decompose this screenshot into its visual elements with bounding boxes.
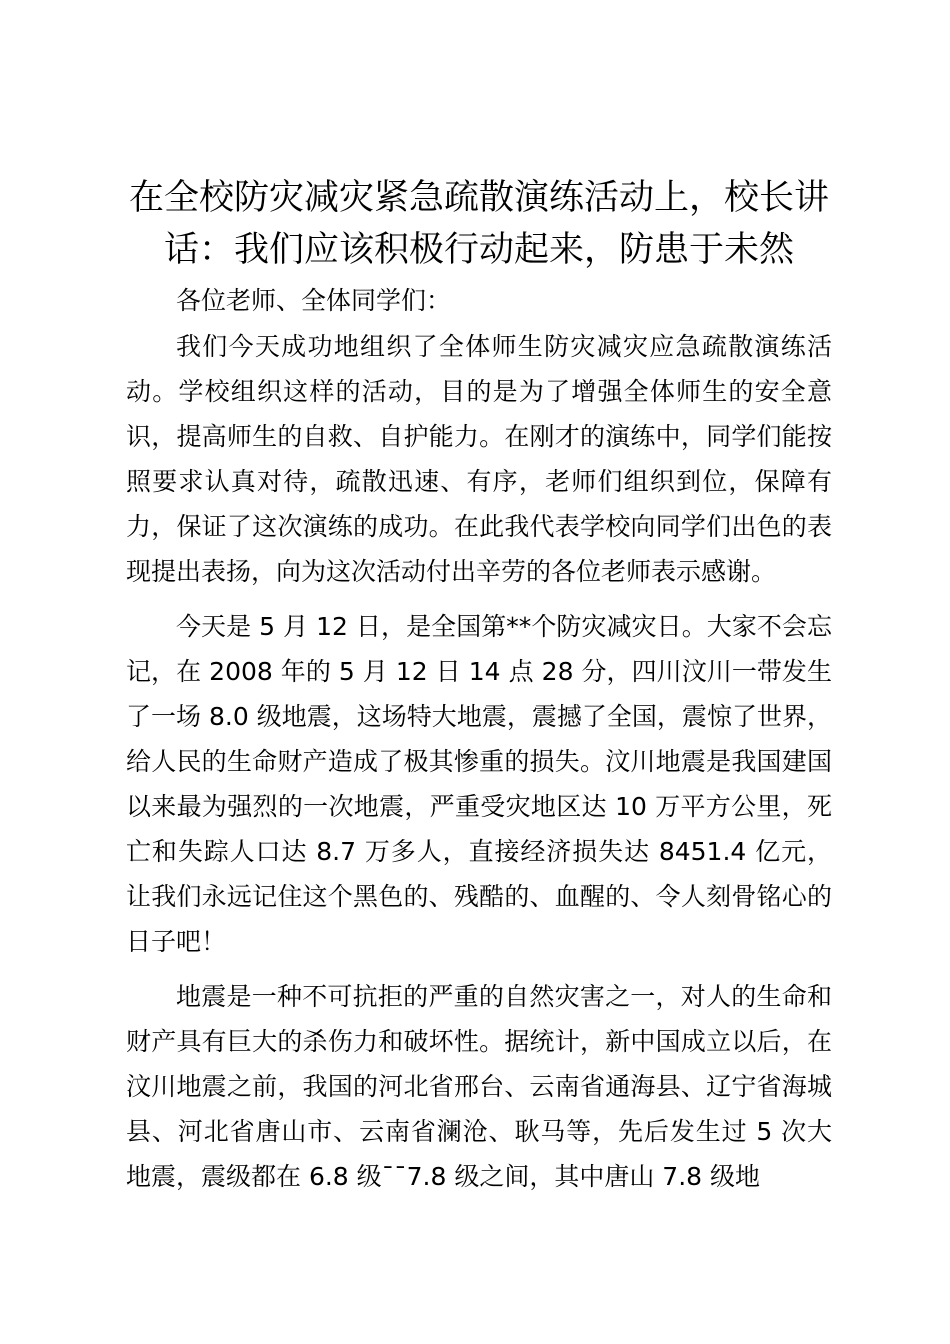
paragraph-3: 地震是一种不可抗拒的严重的自然灾害之一，对人的生命和财产具有巨大的杀伤力和破坏性。据统计，新中国成立以后，在汶川地震之前，我国的河北省邢台、云南省通海县、辽宁省海城县、河北省唐山市、云南省澜沧、耿马等，先后发生过 5 次大地震，震级都在 6.8 级¯¯7.8 级之间，其中唐山 7.8 级地: [126, 982, 832, 1191]
document-body: [126, 172, 832, 1199]
paragraph-1: 我们今天成功地组织了全体师生防灾减灾应急疏散演练活动。学校组织这样的活动，目的是为了增强全体师生的安全意识，提高师生的自救、自护能力。在刚才的演练中，同学们能按照要求认真对待，疏散迅速、有序，老师们组织到位，保障有力，保证了这次演练的成功。在此我代表学校向同学们出色的表现提出表扬，向为这次活动付出辛劳的各位老师表示感谢。: [126, 332, 832, 586]
document-title: 在全校防灾减灾紧急疏散演练活动上，校长讲话：我们应该积极行动起来，防患于未然: [128, 178, 829, 270]
paragraph-2: 今天是 5 月 12 日，是全国第**个防灾减灾日。大家不会忘记，在 2008 年的 5 月 12 日 14 点 28 分，四川汶川一带发生了一场 8.0 级地震，这场特大地震，震撼了全国，震惊了世界，给人民的生命财产造成了极其惨重的损失。汶川地震是我国建国以来最为强烈的一次地震，严重受灾地区达 10 万平方公里，死亡和失踪人口达 8.7 万多人，直接经济损失达 8451.4 亿元，让我们永远记住这个黑色的、残酷的、血醒的、令人刻骨铭心的日子吧！: [126, 612, 832, 956]
greeting-line: 各位老师、全体同学们：: [176, 286, 452, 315]
